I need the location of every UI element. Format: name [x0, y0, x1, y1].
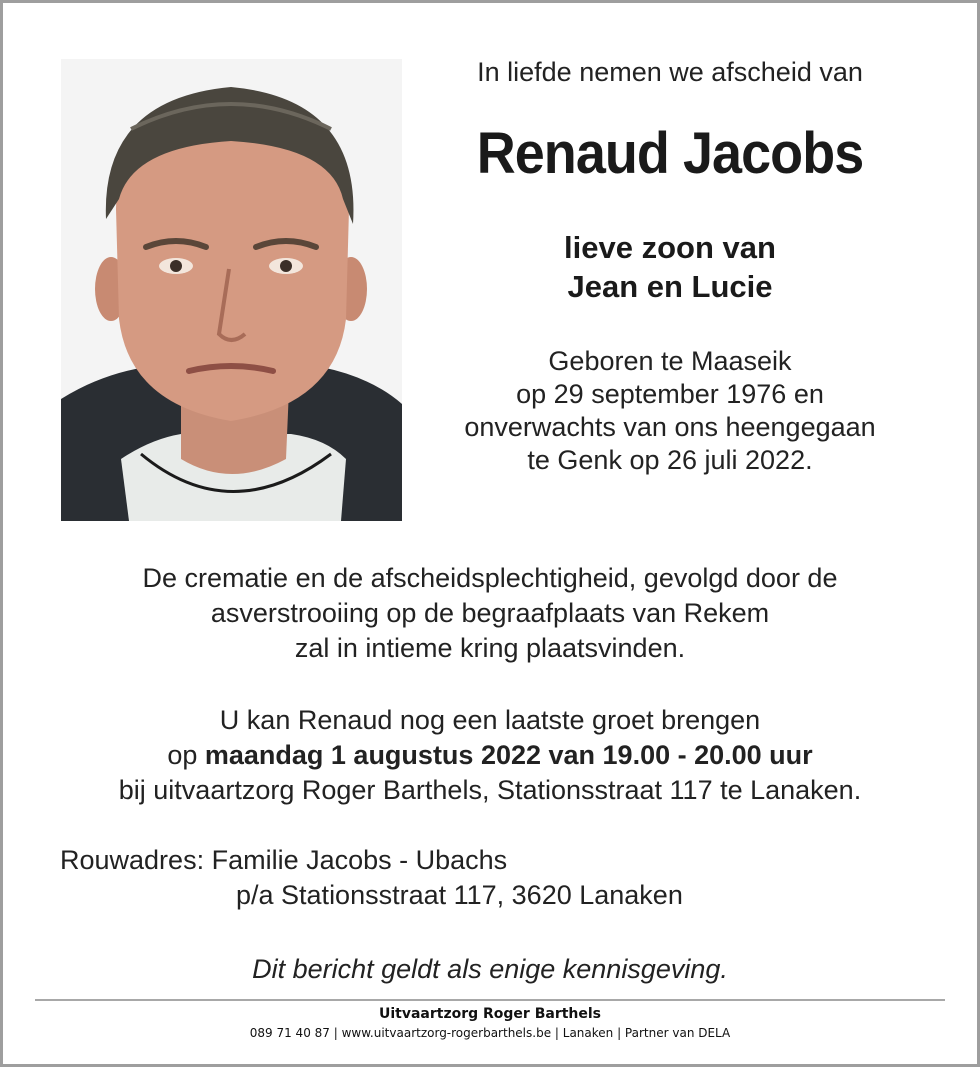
ceremony-line-2: asverstrooiing op de begraafplaats van Rekem	[210, 598, 770, 628]
parents-line-1: lieve zoon van	[564, 230, 776, 265]
mourning-address-line-2: p/a Stationsstraat 117, 3620 Lanaken	[236, 880, 683, 910]
visitation-datetime: maandag 1 augustus 2022 van 19.00 - 20.00 uur	[204, 740, 813, 770]
visitation-prefix: op	[167, 740, 205, 770]
parents-text	[420, 228, 920, 306]
visitation-line-2	[30, 738, 950, 773]
ceremony-line-1: De crematie en de afscheidsplechtigheid, gevolgd door de	[142, 563, 838, 593]
birth-death-text	[420, 345, 920, 477]
mourning-address-line-1: Rouwadres: Familie Jacobs - Ubachs	[60, 845, 508, 875]
footer-title: Uitvaartzorg Roger Barthels	[378, 1006, 602, 1022]
notice-text: Dit bericht geldt als enige kennisgeving.	[252, 954, 728, 984]
ceremony-line-3: zal in intieme kring plaatsvinden.	[294, 633, 686, 663]
footer-divider	[35, 999, 945, 1001]
visitation-paragraph	[30, 703, 950, 808]
birth-line-3: onverwachts van ons heengegaan	[464, 412, 876, 442]
birth-line-4: te Genk op 26 juli 2022.	[527, 445, 813, 475]
visitation-line-1: U kan Renaud nog een laatste groet brengen	[219, 705, 761, 735]
footer-contact-info: 089 71 40 87 | www.uitvaartzorg-rogerbarthels.be | Lanaken | Partner van DELA	[249, 1026, 731, 1040]
deceased-name: Renaud Jacobs	[476, 121, 864, 186]
visitation-line-3: bij uitvaartzorg Roger Barthels, Stationsstraat 117 te Lanaken.	[118, 775, 862, 805]
portrait-photo	[61, 59, 402, 521]
birth-line-1: Geboren te Maaseik	[548, 346, 792, 376]
intro-text: In liefde nemen we afscheid van	[477, 57, 863, 87]
parents-line-2: Jean en Lucie	[567, 269, 773, 304]
birth-line-2: op 29 september 1976 en	[516, 379, 824, 409]
ceremony-paragraph	[30, 561, 950, 666]
